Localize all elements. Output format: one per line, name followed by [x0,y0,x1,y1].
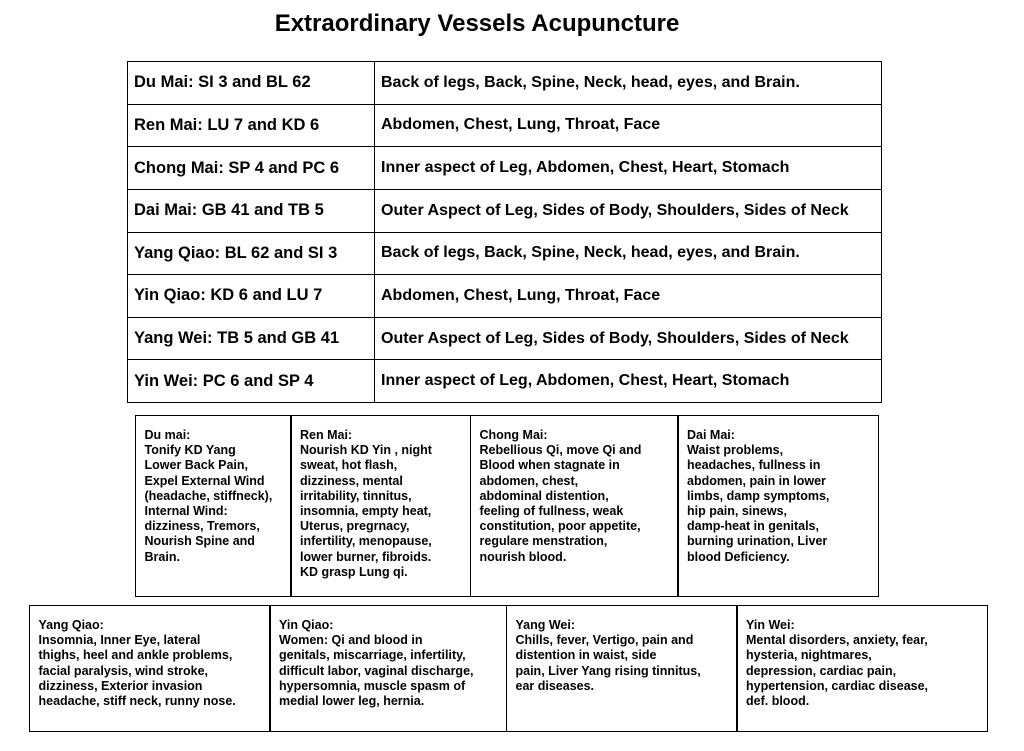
indication-text: Rebellious Qi, move Qi and Blood when stagnate in abdomen, chest, abdominal distention, feeling of fullness, weak constitution, poor appetite, regulare menstration, nourish blood. [479,443,642,564]
indication-heading: Yang Qiao: [38,618,104,632]
indication-box-yang-qiao [29,605,271,732]
indication-heading: Yin Wei: [746,618,795,632]
vessel-name: Dai Mai: GB 41 and TB 5 [128,189,375,232]
indication-text: Women: Qi and blood in genitals, miscarriage, infertility, difficult labor, vaginal discharge, hypersomnia, muscle spasm of medial lower leg, hernia. [279,633,474,709]
indication-box-dai-mai [677,415,879,597]
vessel-areas: Inner aspect of Leg, Abdomen, Chest, Heart, Stomach [375,147,882,190]
indication-text: Chills, fever, Vertigo, pain and distention in waist, side pain, Liver Yang rising tinnitus, ear diseases. [515,633,701,693]
vessel-areas: Back of legs, Back, Spine, Neck, head, eyes, and Brain. [375,232,882,275]
table-row [128,317,882,360]
table-row [128,104,882,147]
table-row [128,189,882,232]
vessel-areas: Outer Aspect of Leg, Sides of Body, Shoulders, Sides of Neck [375,317,882,360]
indication-box-yin-qiao [269,605,507,732]
indication-heading: Du mai: [144,428,191,442]
indication-text: Nourish KD Yin , night sweat, hot flash, dizziness, mental irritability, tinnitus, insomnia, empty heat, Uterus, pregrnacy, infertility, menopause, lower burner, fibroids. KD grasp Lung qi. [300,443,432,579]
indication-text: Waist problems, headaches, fullness in abdomen, pain in lower limbs, damp symptoms, hip pain, sinews, damp-heat in genitals, burning urination, Liver blood Deficiency. [687,443,830,564]
vessel-areas: Inner aspect of Leg, Abdomen, Chest, Heart, Stomach [375,360,882,403]
indication-box-yang-wei [506,605,738,732]
indication-heading: Yang Wei: [515,618,576,632]
page-title: Extraordinary Vessels Acupuncture [274,10,680,37]
indication-heading: Yin Qiao: [279,618,334,632]
vessel-areas: Abdomen, Chest, Lung, Throat, Face [375,104,882,147]
vessel-name: Ren Mai: LU 7 and KD 6 [128,104,375,147]
vessels-table [127,61,882,403]
vessel-name: Chong Mai: SP 4 and PC 6 [128,147,375,190]
indication-heading: Chong Mai: [479,428,548,442]
indication-text: Mental disorders, anxiety, fear, hysteria, nightmares, depression, cardiac pain, hypertension, cardiac disease, def. blood. [746,633,929,709]
table-row [128,147,882,190]
vessel-name: Yang Wei: TB 5 and GB 41 [128,317,375,360]
table-row [128,360,882,403]
vessel-name: Yang Qiao: BL 62 and SI 3 [128,232,375,275]
indication-box-chong-mai [470,415,679,597]
vessel-areas: Outer Aspect of Leg, Sides of Body, Shoulders, Sides of Neck [375,189,882,232]
vessel-areas: Abdomen, Chest, Lung, Throat, Face [375,275,882,318]
indication-text: Insomnia, Inner Eye, lateral thighs, heel and ankle problems, facial paralysis, wind stroke, dizziness, Exterior invasion headache, stiff neck, runny nose. [38,633,236,709]
table-row [128,232,882,275]
vessel-name: Yin Wei: PC 6 and SP 4 [128,360,375,403]
indications-row-2 [30,605,988,732]
indication-box-ren-mai [290,415,471,597]
indication-heading: Dai Mai: [687,428,735,442]
table-row [128,62,882,105]
indication-heading: Ren Mai: [300,428,353,442]
indications-row-1 [136,415,879,597]
indication-text: Tonify KD Yang Lower Back Pain, Expel External Wind (headache, stiffneck), Internal Wind: dizziness, Tremors, Nourish Spine and Brain. [144,443,273,564]
table-row [128,275,882,318]
indication-box-du-mai [135,415,292,597]
vessel-areas: Back of legs, Back, Spine, Neck, head, eyes, and Brain. [375,62,882,105]
indication-box-yin-wei [736,605,988,732]
vessel-name: Du Mai: SI 3 and BL 62 [128,62,375,105]
vessel-name: Yin Qiao: KD 6 and LU 7 [128,275,375,318]
